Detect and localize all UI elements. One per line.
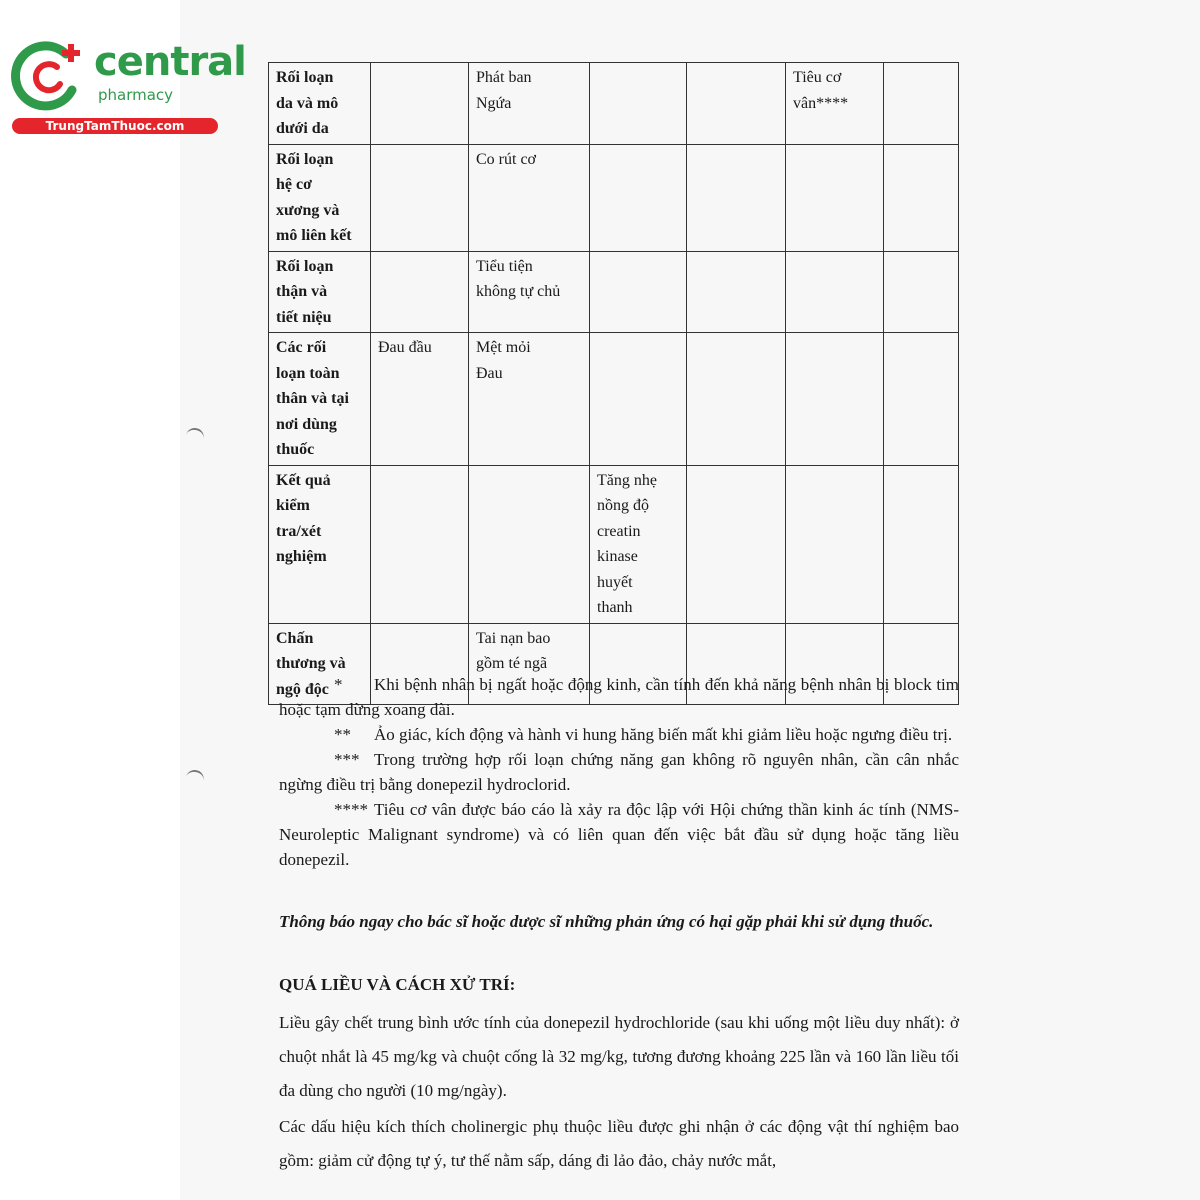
table-row [269,465,959,623]
frequency-cell [590,63,687,145]
frequency-cell [687,465,786,623]
cell-text: Phát ban [476,69,532,86]
footnote-marker: *** [334,750,360,769]
paragraph: Các dấu hiệu kích thích cholinergic phụ thuộc liều được ghi nhận ở các động vật thí nghiệm bao gồm: giảm cử động tự ý, tư thế nằm sấp, dáng đi lảo đảo, chảy nước mắt, [279,1117,959,1170]
cell-text: tra/xét [276,522,322,540]
cell-text: Đau [476,364,503,382]
frequency-cell [469,63,590,145]
cell-text: kiểm [276,497,310,514]
frequency-cell [786,251,884,333]
cell-text: thuốc [276,441,315,458]
footnote-marker: * [334,675,343,694]
cell-text: kinase [597,548,638,565]
cell-text: nồng độ [597,497,649,514]
adverse-reactions-table [268,62,959,705]
frequency-cell [371,63,469,145]
frequency-cell [590,333,687,466]
cell-text: Tăng nhẹ [597,471,657,489]
cell-text: tiết niệu [276,308,332,326]
frequency-cell [590,465,687,623]
frequency-cell [786,333,884,466]
frequency-cell [687,144,786,251]
organ-class-cell [269,465,371,623]
organ-class-cell [269,144,371,251]
frequency-cell [884,333,959,466]
cell-text: da và mô [276,94,339,112]
frequency-cell [687,251,786,333]
cell-text: Kết quả [276,471,331,489]
frequency-cell [786,465,884,623]
cell-text: xương và [276,201,340,219]
cell-text: Tiểu tiện [476,257,533,275]
footnote [279,747,959,797]
table-row [269,144,959,251]
footnote-text: Ảo giác, kích động và hành vi hung hăng biến mất khi giảm liều hoặc ngưng điều trị. [374,725,953,744]
footnote-marker: ** [334,725,351,744]
frequency-cell [371,251,469,333]
logo-url: TrungTamThuoc.com [12,118,218,134]
frequency-cell [469,251,590,333]
footnotes [279,672,959,872]
cell-text: Các rối [276,339,327,356]
cell-text: nơi dùng [276,415,337,433]
central-logo-icon [10,36,90,116]
footnote [279,672,959,722]
cell-text: Rối loạn [276,257,334,275]
cell-text: ngộ độc [276,680,329,698]
cell-text: vân**** [793,94,849,112]
organ-class-cell [269,251,371,333]
frequency-cell [469,333,590,466]
frequency-cell [687,63,786,145]
footnote [279,722,959,747]
footnote-marker: **** [334,800,368,819]
cell-text: Co rút cơ [476,150,537,168]
table-row [269,333,959,466]
section-heading-overdose: QUÁ LIỀU VÀ CÁCH XỬ TRÍ: [279,975,516,994]
footnote-text: Tiêu cơ vân được báo cáo là xảy ra độc lập với Hội chứng thần kinh ác tính (NMS-Neuroleptic Malignant syndrome) và có liên quan đến việc bắt đầu sử dụng hoặc tăng liều donepezil. [279,800,959,869]
cell-text: gồm té ngã [476,655,548,672]
cell-text: dưới da [276,120,329,137]
frequency-cell [687,333,786,466]
frequency-cell [884,63,959,145]
frequency-cell [371,144,469,251]
frequency-cell [590,251,687,333]
central-pharmacy-logo [10,36,246,136]
overdose-section [279,1006,959,1178]
table-row [269,251,959,333]
footnote [279,797,959,872]
frequency-cell [371,465,469,623]
cell-text: nghiệm [276,548,327,565]
frequency-cell [786,144,884,251]
cell-text: Ngứa [476,94,512,112]
cell-text: thận và [276,283,328,300]
cell-text: thân và tại [276,390,349,407]
cell-text: creatin [597,522,641,540]
logo-subtitle: pharmacy [98,86,174,104]
cell-text: huyết [597,573,633,591]
footnote-text: Khi bệnh nhân bị ngất hoặc động kinh, cần tính đến khả năng bệnh nhân bị block tim hoặc tạm dừng xoang dài. [279,675,959,719]
frequency-cell [884,144,959,251]
cell-text: thương và [276,655,346,672]
cell-text: thanh [597,599,633,616]
frequency-cell [590,144,687,251]
footnote-text: Trong trường hợp rối loạn chứng năng gan không rõ nguyên nhân, cần cân nhắc ngừng điều trị bằng donepezil hydroclorid. [279,750,959,794]
paragraph: Liều gây chết trung bình ước tính của donepezil hydrochloride (sau khi uống một liều duy nhất): ở chuột nhắt là 45 mg/kg và chuột cống là 32 mg/kg, tương đương khoảng 225 lần và 160 lần liều tối đa dùng cho người (10 mg/ngày). [279,1013,959,1100]
cell-text: Rối loạn [276,69,334,86]
adverse-reaction-notice: Thông báo ngay cho bác sĩ hoặc dược sĩ những phản ứng có hại gặp phải khi sử dụng thuốc. [279,912,934,931]
frequency-cell [469,144,590,251]
frequency-cell [371,333,469,466]
table-row [269,63,959,145]
cell-text: hệ cơ [276,176,312,193]
frequency-cell [884,465,959,623]
cell-text: Rối loạn [276,150,334,168]
logo-name: central [94,39,246,85]
cell-text: mô liên kết [276,227,352,244]
cell-text: Đau đầu [378,339,432,356]
cell-text: Mệt mỏi [476,339,531,356]
cell-text: Tai nạn bao [476,629,551,647]
cell-text: Chấn [276,629,314,647]
organ-class-cell [269,333,371,466]
frequency-cell [786,63,884,145]
frequency-cell [469,465,590,623]
cell-text: không tự chủ [476,283,561,300]
cell-text: Tiêu cơ [793,69,842,86]
cell-text: loạn toàn [276,364,340,382]
organ-class-cell [269,63,371,145]
frequency-cell [884,251,959,333]
